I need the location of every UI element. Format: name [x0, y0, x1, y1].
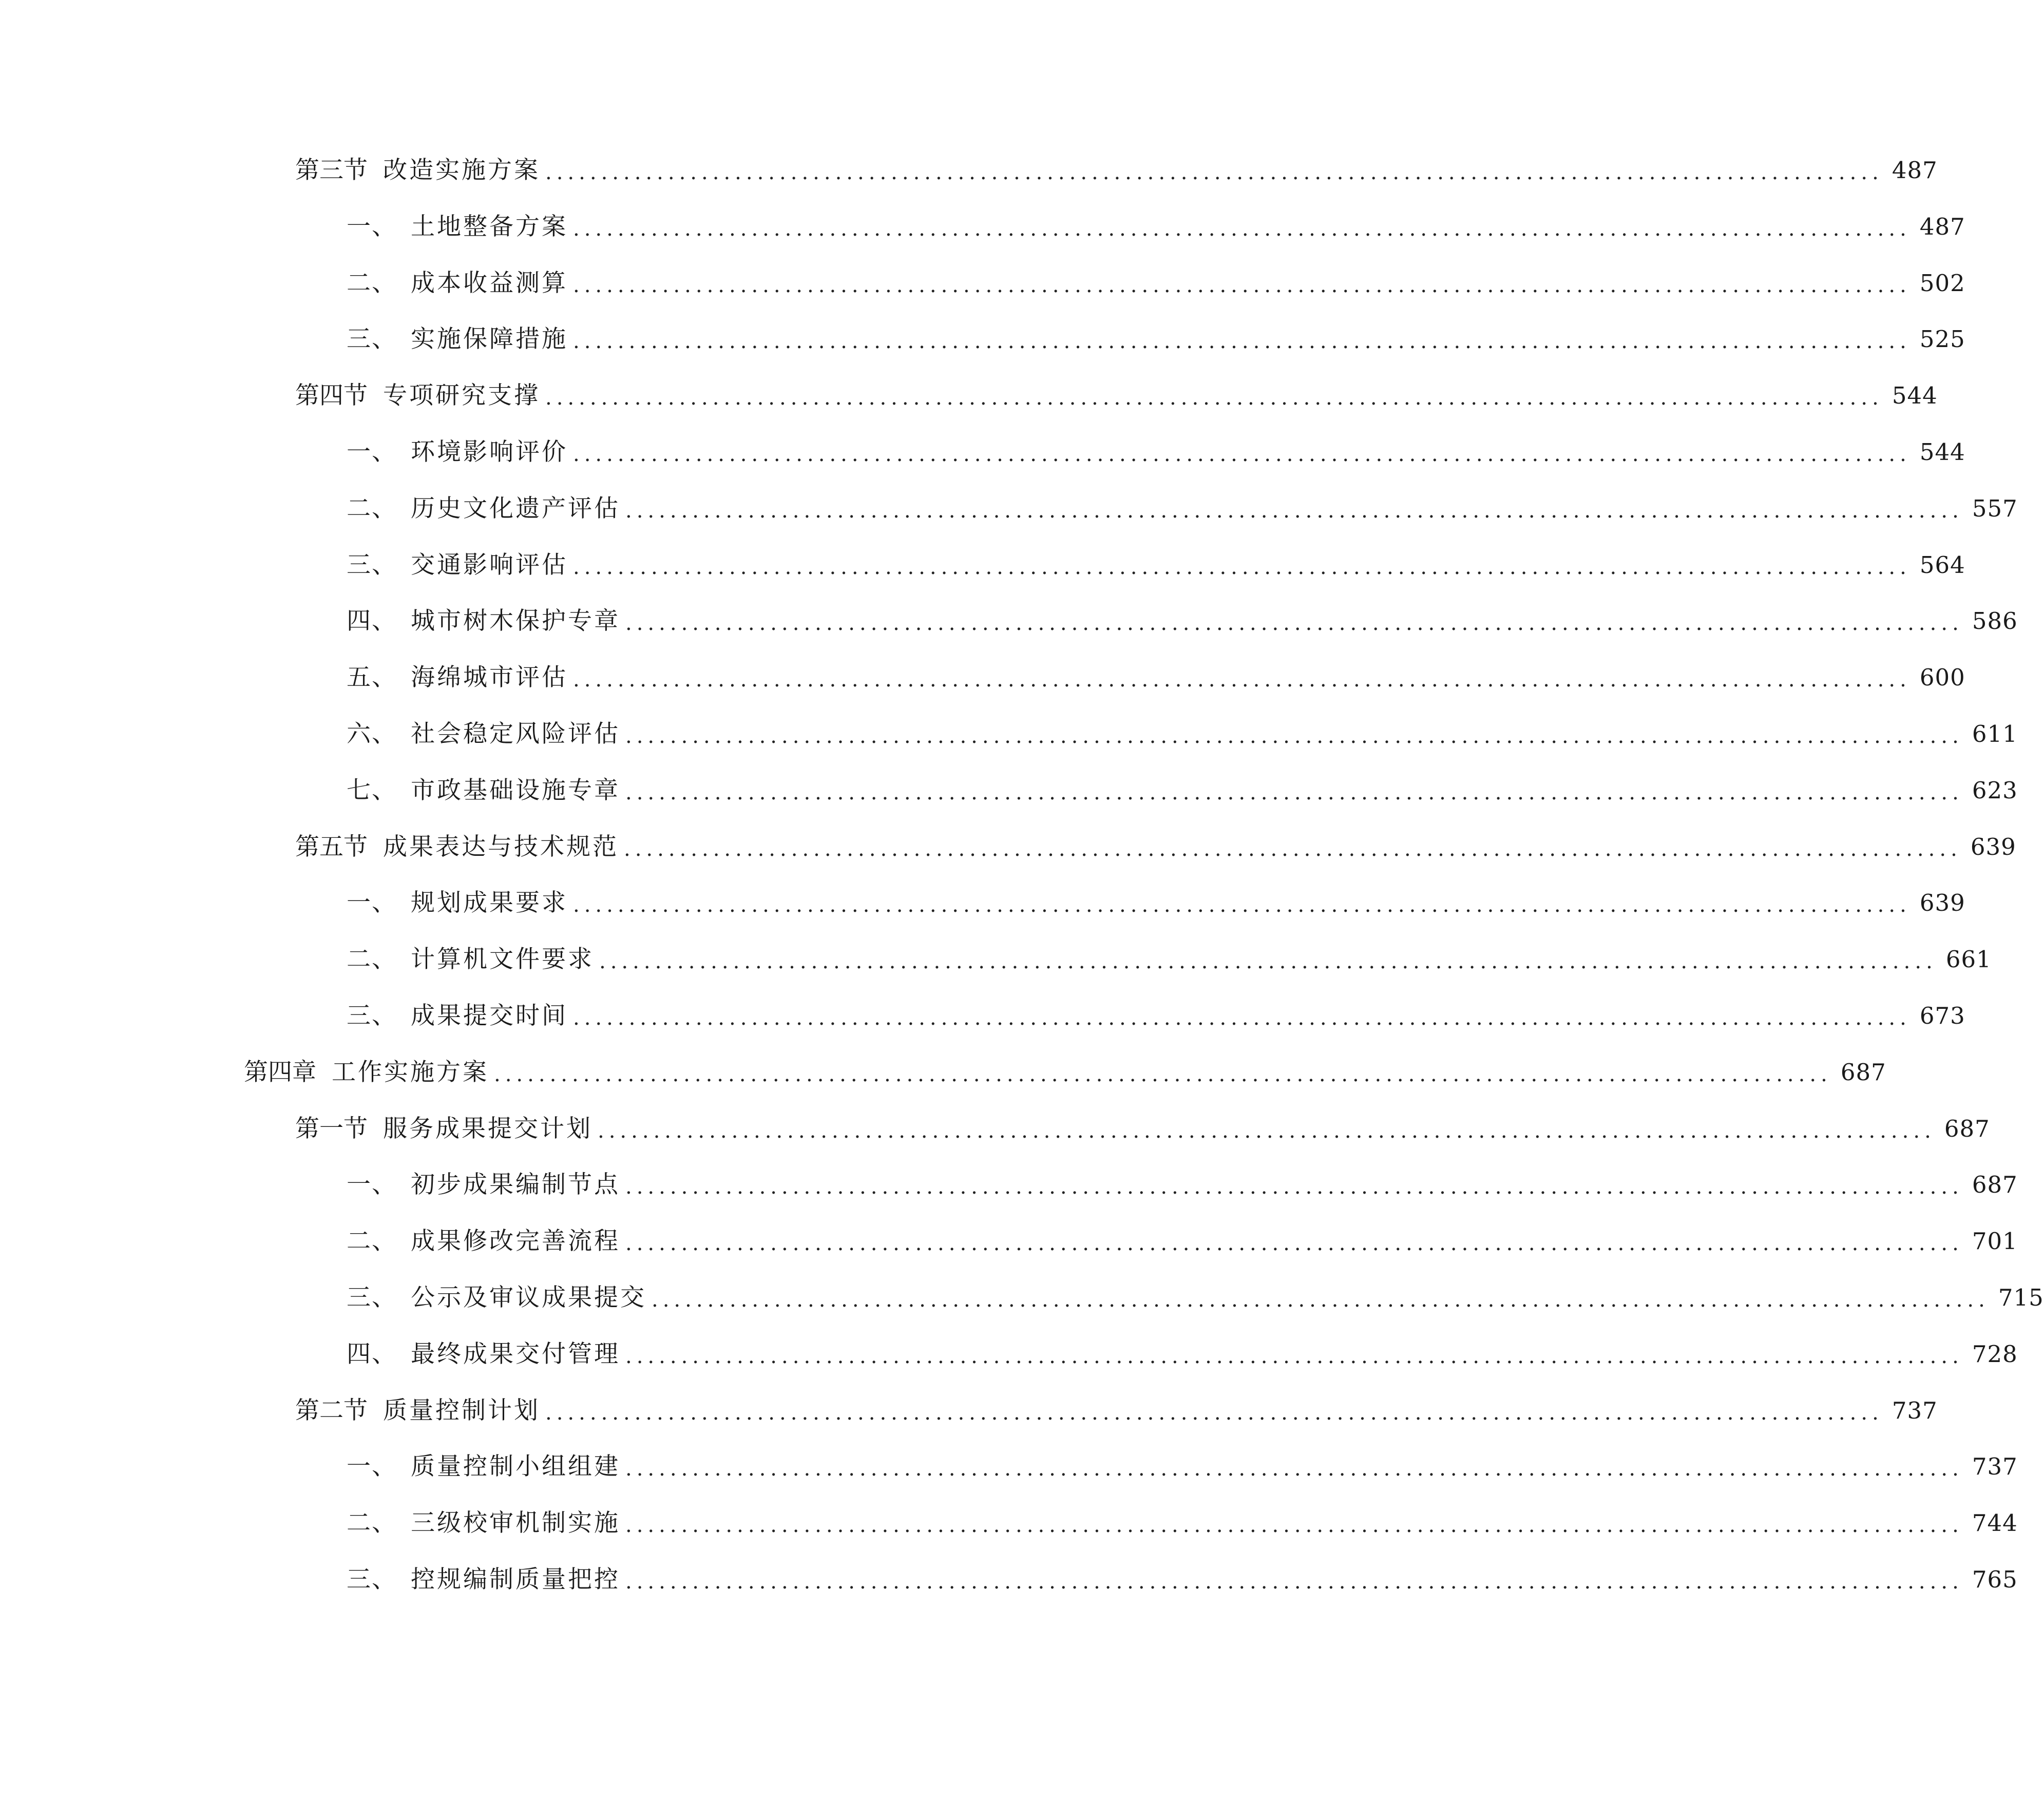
toc-dot-leader: ........................................................................................................................: [625, 499, 1963, 523]
toc-entry-title: 成果修改完善流程: [411, 1227, 620, 1255]
toc-entry[interactable]: [347, 265, 1965, 301]
toc-entry[interactable]: [347, 434, 1965, 470]
toc-dot-leader: ........................................................................................................................: [573, 668, 1911, 692]
toc-entry-page-number: 611: [1972, 720, 2018, 748]
toc-entry-number: 第四节: [295, 381, 368, 410]
toc-entry[interactable]: [347, 998, 1965, 1034]
toc-entry[interactable]: [295, 1111, 1990, 1147]
toc-entry-title: 土地整备方案: [411, 213, 568, 241]
toc-entry-page-number: 544: [1919, 438, 1965, 466]
toc-entry-number: 五、: [347, 663, 397, 692]
toc-entry-number: 一、: [347, 1171, 397, 1199]
toc-dot-leader: ........................................................................................................................: [625, 1175, 1963, 1199]
toc-entry-number: 一、: [347, 889, 397, 917]
toc-entry-number: 二、: [347, 945, 397, 973]
toc-entry-number: 三、: [347, 551, 397, 579]
toc-entry-page-number: 687: [1944, 1115, 1990, 1142]
toc-dot-leader: ........................................................................................................................: [573, 893, 1911, 917]
toc-dot-leader: ........................................................................................................................: [599, 950, 1937, 973]
toc-entry-number: 第五节: [295, 833, 368, 861]
toc-entry-title: 交通影响评估: [411, 551, 568, 579]
toc-entry[interactable]: [347, 1562, 2018, 1598]
toc-entry-number: 二、: [347, 1509, 397, 1537]
toc-entry-title: 城市树木保护专章: [411, 607, 620, 635]
toc-entry-title: 质量控制计划: [383, 1396, 540, 1425]
toc-entry[interactable]: [347, 321, 1965, 357]
toc-entry-number: 第三节: [295, 156, 368, 184]
toc-entry-number: 四、: [347, 1340, 397, 1368]
toc-entry[interactable]: [347, 491, 2018, 527]
toc-entry[interactable]: [347, 942, 1992, 978]
toc-dot-leader: ........................................................................................................................: [573, 443, 1911, 466]
toc-entry-page-number: 737: [1972, 1453, 2018, 1480]
toc-entry-page-number: 564: [1919, 551, 1965, 579]
toc-dot-leader: ........................................................................................................................: [625, 1457, 1963, 1481]
toc-entry-page-number: 600: [1919, 664, 1965, 691]
toc-dot-leader: ........................................................................................................................: [545, 1401, 1883, 1425]
toc-entry[interactable]: [347, 1336, 2018, 1372]
toc-dot-leader: ........................................................................................................................: [598, 1119, 1936, 1143]
toc-entry-title: 控规编制质量把控: [411, 1565, 620, 1594]
toc-entry-title: 最终成果交付管理: [411, 1340, 620, 1368]
toc-entry-page-number: 765: [1972, 1566, 2018, 1593]
toc-entry-page-number: 623: [1972, 777, 2018, 804]
toc-entry-number: 二、: [347, 1227, 397, 1255]
toc-entry[interactable]: [347, 1505, 2018, 1541]
toc-dot-leader: ........................................................................................................................: [652, 1288, 1990, 1312]
toc-entry-number: 二、: [347, 269, 397, 297]
toc-entry[interactable]: [295, 1393, 1938, 1429]
toc-entry[interactable]: [347, 1449, 2018, 1485]
toc-entry-title: 规划成果要求: [411, 889, 568, 917]
toc-entry-page-number: 639: [1970, 833, 2016, 860]
toc-entry-number: 一、: [347, 1452, 397, 1481]
toc-entry-title: 市政基础设施专章: [411, 776, 620, 804]
toc-entry-number: 第二节: [295, 1396, 368, 1425]
toc-entry[interactable]: [347, 773, 2018, 809]
toc-entry-page-number: 661: [1945, 946, 1992, 973]
toc-entry-page-number: 737: [1892, 1397, 1938, 1424]
toc-entry[interactable]: [347, 660, 1965, 696]
toc-entry-title: 成果提交时间: [411, 1002, 568, 1030]
toc-entry-page-number: 557: [1972, 495, 2018, 522]
toc-entry-page-number: 502: [1919, 270, 1965, 297]
toc-entry-title: 海绵城市评估: [411, 663, 568, 692]
toc-entry-number: 二、: [347, 494, 397, 523]
toc-dot-leader: ........................................................................................................................: [573, 1006, 1911, 1030]
toc-entry[interactable]: [347, 1223, 2018, 1259]
toc-dot-leader: ........................................................................................................................: [625, 781, 1963, 804]
toc-entry-title: 社会稳定风险评估: [411, 720, 620, 748]
toc-entry[interactable]: [347, 603, 2018, 639]
toc-dot-leader: ........................................................................................................................: [545, 386, 1883, 410]
toc-entry-page-number: 525: [1919, 325, 1965, 353]
toc-dot-leader: ........................................................................................................................: [625, 1345, 1963, 1368]
toc-entry-number: 第四章: [244, 1058, 316, 1086]
toc-entry[interactable]: [347, 1167, 2018, 1203]
toc-dot-leader: ........................................................................................................................: [573, 555, 1911, 579]
toc-entry-title: 环境影响评价: [411, 438, 568, 466]
toc-dot-leader: ........................................................................................................................: [625, 724, 1963, 748]
toc-entry-page-number: 715: [1998, 1284, 2044, 1311]
toc-entry-number: 一、: [347, 213, 397, 241]
toc-entry-title: 成本收益测算: [411, 269, 568, 297]
toc-entry-page-number: 487: [1892, 157, 1938, 184]
toc-entry-page-number: 687: [1972, 1171, 2018, 1198]
toc-entry-page-number: 487: [1919, 213, 1965, 240]
toc-entry[interactable]: [295, 378, 1938, 414]
toc-entry[interactable]: [244, 1055, 1886, 1090]
toc-entry-number: 一、: [347, 438, 397, 466]
toc-entry-title: 成果表达与技术规范: [383, 833, 619, 861]
toc-entry-number: 三、: [347, 1565, 397, 1594]
toc-entry-page-number: 687: [1840, 1059, 1886, 1086]
toc-entry-page-number: 701: [1972, 1228, 2018, 1255]
toc-entry-title: 改造实施方案: [383, 156, 540, 184]
toc-entry-page-number: 673: [1919, 1002, 1965, 1029]
toc-entry[interactable]: [347, 1280, 2044, 1316]
toc-entry-title: 初步成果编制节点: [411, 1171, 620, 1199]
toc-dot-leader: ........................................................................................................................: [625, 1570, 1963, 1594]
toc-entry-page-number: 639: [1919, 889, 1965, 916]
toc-entry-page-number: 728: [1972, 1340, 2018, 1368]
toc-entry[interactable]: [347, 885, 1965, 921]
toc-entry[interactable]: [347, 716, 2018, 752]
toc-entry-number: 四、: [347, 607, 397, 635]
toc-dot-leader: ........................................................................................................................: [625, 611, 1963, 635]
toc-dot-leader: ........................................................................................................................: [625, 1513, 1963, 1537]
toc-entry-title: 专项研究支撑: [383, 381, 540, 410]
toc-dot-leader: ........................................................................................................................: [573, 217, 1911, 241]
toc-entry-title: 实施保障措施: [411, 325, 568, 353]
toc-entry-title: 工作实施方案: [332, 1058, 489, 1086]
toc-entry-number: 第一节: [295, 1115, 368, 1143]
toc-entry[interactable]: [295, 829, 2016, 865]
toc-dot-leader: ........................................................................................................................: [625, 1232, 1963, 1255]
toc-entry-title: 质量控制小组组建: [411, 1452, 620, 1481]
toc-entry-title: 公示及审议成果提交: [411, 1283, 646, 1312]
toc-entry-title: 三级校审机制实施: [411, 1509, 620, 1537]
toc-entry-number: 七、: [347, 776, 397, 804]
toc-dot-leader: ........................................................................................................................: [545, 161, 1883, 184]
toc-dot-leader: ........................................................................................................................: [573, 274, 1911, 297]
toc-entry[interactable]: [347, 547, 1965, 583]
toc-entry-number: 三、: [347, 1283, 397, 1312]
toc-dot-leader: ........................................................................................................................: [624, 837, 1962, 861]
toc-entry[interactable]: [295, 152, 1938, 188]
toc-entry-title: 历史文化遗产评估: [411, 494, 620, 523]
toc-entry-number: 六、: [347, 720, 397, 748]
toc-entry-page-number: 744: [1972, 1509, 2018, 1537]
toc-entry-number: 三、: [347, 1002, 397, 1030]
toc-entry[interactable]: [347, 209, 1965, 245]
toc-entry-page-number: 586: [1972, 607, 2018, 635]
toc-entry-title: 计算机文件要求: [411, 945, 594, 973]
toc-dot-leader: ........................................................................................................................: [573, 330, 1911, 353]
toc-dot-leader: ........................................................................................................................: [494, 1063, 1832, 1086]
toc-entry-page-number: 544: [1892, 382, 1938, 409]
toc-entry-number: 三、: [347, 325, 397, 353]
toc-entry-title: 服务成果提交计划: [383, 1115, 593, 1143]
